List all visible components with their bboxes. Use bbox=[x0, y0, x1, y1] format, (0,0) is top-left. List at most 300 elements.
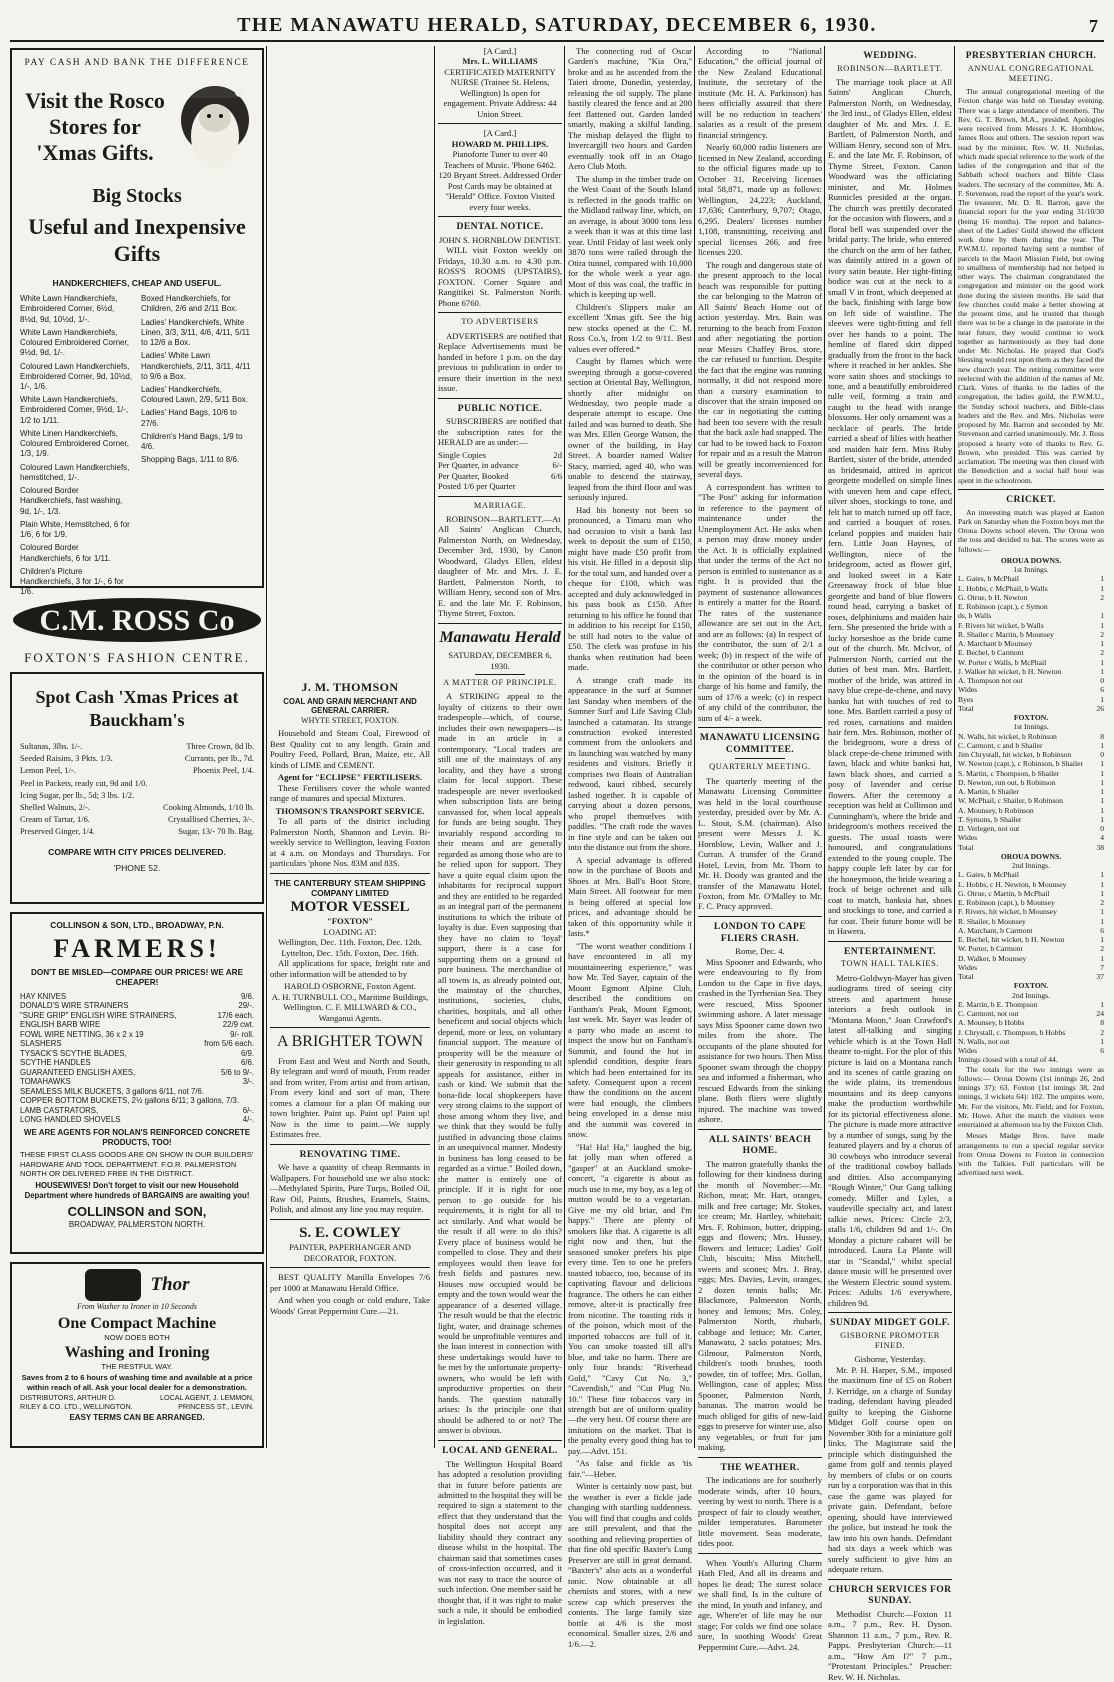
farmers-price: from 5/6 each. bbox=[204, 1039, 254, 1049]
scorecard-row bbox=[958, 870, 1104, 879]
news-paragraph: Caught by flames which were sweeping through a gorse-covered section at Oriental Bay, Wellington, shortly after midnight on Wednesday, two people made a desperate attempt to escape. One failed and was burned to death. She was Mrs. Ellen George Watson, the owner of the building, in Hay Street. A boarder named Walter Stacy, married, aged 40, who was unable to descend the stairway, leaped from the third floor and was seriously injured. bbox=[568, 356, 692, 503]
renovating-body: We have a quantity of cheap Remnants in Wallpapers. For household use we also stock:—Methylated Spirits, Pure Turps, Boiled Oil, Raw Oil, Paints, Brushes, Enamels, Stains, Polish, and almost any line you may require. bbox=[270, 1162, 430, 1215]
scorecard-row bbox=[958, 787, 1104, 796]
batsman: N. Walls, hit wicket, b Robinson bbox=[958, 731, 1057, 741]
bauckham-item: Icing Sugar, per lb., 5d; 3 lbs. 1/2. bbox=[20, 790, 135, 800]
runs: 2 bbox=[1100, 944, 1104, 954]
runs: 2 bbox=[1100, 629, 1104, 639]
scorecard-row bbox=[958, 880, 1104, 889]
bauckham-row bbox=[20, 826, 254, 838]
weather-title: THE WEATHER. bbox=[720, 1461, 800, 1473]
team-name: OROUA DOWNS. bbox=[1000, 555, 1062, 565]
batsman: F. Rivers hit wicket, b Walls bbox=[958, 620, 1044, 630]
farmers-row bbox=[20, 1058, 254, 1068]
scorecard-row bbox=[958, 695, 1104, 704]
runs: 1 bbox=[1100, 814, 1104, 824]
brighter-town-body: From East and West and North and South, By telegram and word of mouth, From reader and from writer, From artist and from artisan, From every kind and sort of man, There comes a clamour for a plan Of making our town brighter. Paint up. Paint up! Paint up! Now is the time to paint.—We supply Estimates free. bbox=[270, 1055, 430, 1140]
farmers-agents: WE ARE AGENTS FOR NOLAN'S REINFORCED CONCRETE PRODUCTS, TOO! bbox=[23, 1127, 251, 1147]
golf-dateline: Gisborne, Yesterday. bbox=[854, 1354, 926, 1365]
thomson-sub: COAL AND GRAIN MERCHANT AND GENERAL CARRIER. bbox=[283, 696, 417, 716]
thor-washer-advert bbox=[10, 1262, 264, 1448]
ross-advert bbox=[10, 596, 264, 666]
runs: 1 bbox=[1100, 787, 1104, 797]
scorecard-row bbox=[958, 778, 1104, 787]
bauckham-headline: Spot Cash 'Xmas Prices at Bauckham's bbox=[35, 687, 239, 730]
presbyterian-subtitle: ANNUAL CONGREGATIONAL MEETING. bbox=[967, 63, 1095, 83]
scorecard-row bbox=[958, 741, 1104, 750]
rosco-list-item: Coloured Border Handkerchiefs, fast washing, 9d, 1/-, 1/3. bbox=[20, 486, 123, 516]
rosco-list-item: Coloured Border Handkerchiefs, 6 for 1/11. bbox=[20, 543, 112, 563]
dental-notice-title: DENTAL NOTICE. bbox=[456, 221, 544, 233]
cricket-body: An interesting match was played at Easton Park on Saturday when the Foxton boys met the Oroua Downs school eleven. The Oroua won the toss and decided to bat. The scores were as follows:— bbox=[958, 507, 1104, 554]
rosco-useful-gifts: Useful and Inexpensive Gifts bbox=[28, 213, 246, 266]
subscribers-body: SUBSCRIBERS are notified that the subscription rates for the HERALD are as under:— bbox=[438, 416, 562, 448]
innings-label: 1st Innings. bbox=[1013, 722, 1049, 732]
column-rule bbox=[824, 46, 825, 1448]
peppermint-poem: When Youth's Alluring Charm Hath Fled, And all its dreams and hopes lie dead; The surest solace we shall find, Is in the culture of the mind, In youth and infancy, and age, Where'er of life may be our stage; For colds we find one solace sure, In soothing Woods' Great Peppermint Cure.—Advt. 24. bbox=[698, 1557, 822, 1652]
farmers-item: LONG HANDLED SHOVELS bbox=[20, 1115, 121, 1125]
scorecard-row bbox=[958, 926, 1104, 935]
batsman: D. Verlegen, not out bbox=[958, 824, 1020, 834]
runs: 1 bbox=[1100, 574, 1104, 584]
cowley-title: S. E. COWLEY bbox=[299, 1224, 401, 1241]
batsman: S. Martin, c Thompson, b Shailer bbox=[958, 768, 1060, 778]
scorecard-row bbox=[958, 1037, 1104, 1046]
news-paragraph: A correspondent has written to "The Post" asking for information in reference to the payment of maintenance under the Unemployment Act. He asks when a person may draw money under the Act. It is officially explained that under the terms of the Act no person is entitled to sustenance as a right. It is provided that the payment of sustenance allowances is entirely a matter for the Board. The rates of the sustenance allowance are set out in the Act, and are as follows: (a) In respect of the contributor, the sum of 2/1 a week; (b) in respect of the wife of the contributor or other person who in the opinion of the board is in charge of his home and family, the sum of 17/6 a week; (c) in respect of any child of the contributor, the sum of 4/- a week. bbox=[698, 481, 822, 723]
licensing-subtitle: QUARTERLY MEETING. bbox=[709, 762, 811, 772]
batsman: J. Walker hit wicket, b H. Newton bbox=[958, 666, 1062, 676]
santa-claus-icon bbox=[176, 78, 254, 176]
rosco-list-item: Plain White, Hemstitched, 6 for 1/6, 6 for 1/9. bbox=[20, 519, 130, 540]
runs: 0 bbox=[1100, 676, 1104, 686]
rate-label: Per Quarter, Booked bbox=[438, 470, 509, 481]
batsman: ds, b Walls bbox=[958, 611, 992, 621]
farmers-headline: FARMERS! bbox=[53, 934, 221, 964]
batsman: R. Shailer c Martin, b Mounsey bbox=[958, 629, 1054, 639]
farmers-price: 6/6. bbox=[240, 1058, 254, 1068]
williams-name: Mrs. L. WILLIAMS bbox=[462, 56, 538, 67]
thomson-address: WHYTE STREET, FOXTON. bbox=[301, 715, 399, 725]
bauckham-row bbox=[20, 778, 254, 790]
scorecard-row bbox=[958, 676, 1104, 685]
farmers-item: SLASHERS bbox=[20, 1039, 62, 1049]
innings-label: 1st Innings. bbox=[1013, 565, 1049, 575]
thor-now-does: NOW DOES BOTH bbox=[104, 1333, 170, 1343]
scorecard-row bbox=[958, 574, 1104, 583]
rosco-big-stocks: Big Stocks bbox=[92, 184, 182, 207]
canterbury-vessel: MOTOR VESSEL bbox=[290, 899, 410, 916]
farmers-price: 9/6. bbox=[240, 991, 254, 1001]
canterbury-agent2: A. H. TURNBULL CO., Maritime Buildings, Wellington. C. F. MILLWARD & CO., Wanganui Agents. bbox=[271, 991, 429, 1023]
batsman: Jim Chrystall, hit wicket, b Robinson bbox=[958, 750, 1072, 760]
runs: 1 bbox=[1100, 916, 1104, 926]
cricket-title: CRICKET. bbox=[1006, 493, 1056, 505]
farmers-item: FOWL WIRE NETTING, 36 x 2 x 19 bbox=[20, 1029, 144, 1039]
farmers-housewives: HOUSEWIVES! Don't forget to visit our new Household Department where hundreds of BARGAINS are awaiting you! bbox=[24, 1181, 250, 1200]
scorecard-row bbox=[958, 704, 1104, 713]
williams-body: CERTIFICATED MATERNITY NURSE (Trainee St. Helens, Wellington) Is open for engagement. Private Address: 44 Union Street. bbox=[443, 66, 557, 119]
scorecard-row bbox=[958, 639, 1104, 648]
dentist-name: JOHN S. HORNBLOW DENTIST. bbox=[438, 234, 562, 245]
runs: 1 bbox=[1100, 805, 1104, 815]
batsman: E. Martin, b E. Thompson bbox=[958, 999, 1038, 1009]
dental-body: WILL visit Foxton weekly on Fridays, 10.30 a.m. to 4.30 p.m. ROSS'S ROOMS (UPSTAIRS), FOXTON. Corner Square and Rangitikei St. Palmerston North. Phone 6760. bbox=[438, 245, 562, 308]
farmers-price: 29/-. bbox=[238, 1001, 254, 1011]
ross-tagline: FOXTON'S FASHION CENTRE. bbox=[24, 650, 250, 666]
rosco-section-heading: HANDKERCHIEFS, CHEAP AND USEFUL. bbox=[52, 277, 222, 288]
bauckham-row bbox=[20, 802, 254, 814]
scorecard-row bbox=[958, 759, 1104, 768]
licensing-title: MANAWATU LICENSING COMMITTEE. bbox=[699, 732, 821, 755]
news-paragraph: "Ha! Ha! Ha," laughed the big, fat jolly man when offered a "gasper" at an Auckland smoke-concert, "a cigarette is about as much use to me, my boy, as a leg of mutton would be to a vegetarian. Give me my old briar, and I'm happy." There are plenty of smokers like that. A cigarette is all right now and then, but the seasoned smoker prefers his pipe every time. Ten to one he prefers toasted tobacco, too, because of its captivating flavour and delicious fragrance. The others he can either remove, alter-it is practically free from nicotine. The toasting rids it of the poison, which most of the imported tobaccos are full of it. You can smoke toasted till all's blue, and take no harm. There are only four brands: "Riverhead Gold," "Cavy Cut No. 3," "Cavendish," and "Cut Plug No. 10." These fine tobaccos vary in strength but are of uniform quality—the very best. Of course there are imitations on the market. That is the penalty every good thing has to pay.—Advt. 151. bbox=[568, 1141, 692, 1456]
farmers-price-list bbox=[20, 992, 254, 1125]
runs: 8 bbox=[1100, 731, 1104, 741]
batsman: A. Mounsey, b Hobbs bbox=[958, 1018, 1025, 1028]
news-column-6 bbox=[828, 46, 952, 1682]
runs: 0 bbox=[1100, 824, 1104, 834]
farmers-row bbox=[20, 992, 254, 1002]
news-paragraph: The slump in the timber trade on the West Coast of the South Island is reflected in the goods traffic on the Midland railway line, which, on an average, is about 3000 tons less a week than it was at this time last year. Until Friday of last week only 3870 tons were railed through the Otira tunnel, compared with 10,000 for the whole week a year ago. Most of this was coal, the traffic in which is keeping up well. bbox=[568, 173, 692, 300]
subscription-rates bbox=[438, 450, 562, 492]
column-rule bbox=[694, 46, 695, 1448]
presbyterian-title: PRESBYTERIAN CHURCH. bbox=[965, 50, 1097, 61]
bauckham-item: Phoenix Peel, 1/4. bbox=[193, 766, 254, 776]
news-paragraph: Had his honesty not been so pronounced, a Timaru man who had occasion to visit a bank last week to deposit the sum of £150, might have made £50 profit from his visit. He filled in a deposit slip for the total sum, and handed over a cheque for £100, which was accepted and duly acknowledged in his pass book as £150. After returning to his office he found that in addition to his receipt for £150, he still had notes to the value of £50. The clerk was profuse in his thanks when restitution had been made. bbox=[568, 504, 692, 673]
scorecard-row bbox=[958, 593, 1104, 602]
thomson-title: J. M. THOMSON bbox=[301, 680, 399, 694]
masthead bbox=[10, 8, 1104, 42]
batsman: E. Bechel, hit wicket, b H. Newton bbox=[958, 935, 1065, 945]
batsman: W. Porter c Walls, b McPhail bbox=[958, 657, 1047, 667]
runs: 1 bbox=[1100, 583, 1104, 593]
runs: 24 bbox=[1096, 1009, 1104, 1019]
news-column-4 bbox=[568, 46, 692, 1649]
farmers-row bbox=[20, 1049, 254, 1059]
scorecard-row bbox=[958, 630, 1104, 639]
thomson-agent: Agent for "ECLIPSE" FERTILISERS. bbox=[277, 772, 423, 783]
bauckham-price-list bbox=[20, 741, 254, 839]
batsman: L. Gates, b McPhail bbox=[958, 870, 1019, 880]
crash-title: LONDON TO CAPE FLIERS CRASH. bbox=[713, 920, 807, 944]
farmers-row bbox=[20, 1011, 254, 1021]
news-paragraph: Nearly 60,000 radio listeners are licensed in New Zealand, according to the official figures made up to October 31. Receiving licenses total 58,871, made up as follows: Wellington, 24,223; Auckland, 17,636; Canterbury, 9,707; Otago, 6,295. Dealers' licenses number 1,108, transmitting, receiving and special licenses 266, and free licenses 220. bbox=[698, 142, 822, 258]
leader-title: A MATTER OF PRINCIPLE. bbox=[443, 678, 557, 688]
rosco-list-item: Children's Picture Handkerchiefs, 3 for 1/-, 6 for 1/6. bbox=[20, 566, 124, 597]
local-general-body: The Wellington Hospital Board has adopted a resolution providing that in future before patients are admitted to the hospital they will be required to sign a statement to the effect that they understand that the hospital does not accept any liability should they contract any disease whilst in the hospital. The chairman said that sometimes cases of cross-infection occurred, and it was not easy to trace the source of such infection. One member said he thought that, if it was right to make such a rule, it should be embodied in legislation. bbox=[438, 1458, 562, 1626]
batsman: C. Carmont, not out bbox=[958, 1009, 1019, 1019]
scorecard-row bbox=[958, 907, 1104, 916]
bauckham-item: Peel in Packets, ready cut, 9d and 1/0. bbox=[20, 778, 148, 788]
farmers-row bbox=[20, 1039, 254, 1049]
renovating-title: RENOVATING TIME. bbox=[299, 1148, 401, 1160]
runs: 1 bbox=[1100, 694, 1104, 704]
farmers-item: HAY KNIVES bbox=[20, 991, 67, 1001]
bauckham-item: Preserved Ginger, 1/4. bbox=[20, 827, 96, 837]
canterbury-dates: Wellington, Dec. 11th. Foxton, Dec. 12th. Lyttelton, Dec. 15th. Foxton, Dec. 16th. bbox=[278, 937, 422, 958]
batsman: G. Otrue, c Martin, b McPhail bbox=[958, 888, 1050, 898]
batsman: Wides bbox=[958, 685, 978, 695]
batsman: C. Carmont, c and b Shailer bbox=[958, 740, 1043, 750]
golf-subtitle: GISBORNE PROMOTER FINED. bbox=[840, 1330, 940, 1351]
scorecard-row bbox=[958, 1046, 1104, 1055]
runs: 1 bbox=[1100, 953, 1104, 963]
scorecard-row bbox=[958, 833, 1104, 842]
batsman: W. Porter, b Carmont bbox=[958, 944, 1023, 954]
runs: 1 bbox=[1100, 796, 1104, 806]
news-paragraph: The connecting rod of Oscar Garden's machine, "Kia Ora," broke and as he ascended from the Taieri drome, Dunedin, yesterday, releasing the oil supply. The plane hastily cleared the fence and at 200 feet flattened out. Garden landed smartly, making a skilful landing. The mishap delayed the flight to Invercargill two hours and Garden eventually took off in an Otago Aero Club Moth. bbox=[568, 46, 692, 172]
scorecard-row bbox=[958, 750, 1104, 759]
page-number: 7 bbox=[1089, 16, 1098, 36]
advert-column-left bbox=[10, 46, 264, 1448]
scorecard-row bbox=[958, 963, 1104, 972]
cowley-sub: PAINTER, PAPERHANGER AND DECORATOR, FOXTON. bbox=[289, 1242, 411, 1263]
runs: 6 bbox=[1100, 685, 1104, 695]
runs: 1 bbox=[1100, 1036, 1104, 1046]
rosco-list-item: White Lawn Handkerchiefs, Embroidered Corner, 9½d, 1/-, 1/2 to 1/11. bbox=[20, 395, 129, 425]
public-notice-title: PUBLIC NOTICE. bbox=[457, 402, 543, 414]
card-label: [A Card.] bbox=[483, 46, 517, 56]
thomson-body3: To all parts of the district including Palmerston North, Shannon and Levin. Bi-weekly service to Wellington, leaving Foxton at 4 a.m. on Mondays and Thursdays. For particulars 'phone Nos. 83M and 83S. bbox=[270, 816, 430, 869]
scorecard-row bbox=[958, 1028, 1104, 1037]
farmers-item: DONALD'S WIRE STRAINERS bbox=[20, 1001, 129, 1011]
news-paragraph: A special advantage is offered now in the purchase of Boots and Shoes at Mrs. Ball's Boot Store, Main Street. All footwear for men is being offered at special low prices, and advantage should be taken of this opportunity while it lasts.* bbox=[568, 854, 692, 939]
rate-row bbox=[438, 471, 562, 481]
advertisers-body: ADVERTISERS are notified that Replace Advertisements must be handed in before 1 p.m. on the day previous to publication in order to ensure their insertion in the next issue. bbox=[438, 330, 562, 394]
thor-logo-icon bbox=[84, 1268, 142, 1302]
entertainment-body: Metro-Goldwyn-Mayer has given audiograms tired of seeing city streets and apartment house interiors a fresh outlook in "Montana Moon," Joan Crawford's latest all-talking and singing vehicle which is at the Town Hall theatre to-night. For the plot of this picture is laid on a Montana ranch and its scenes of cattle grazing on the wide plains, its tremendous mountains and its deep canyons make the production worthwhile for its pictorial effectiveness alone. The picture is made more attractive by a number of songs, sung by the featured players and by a chorus of 30 cowboys who introduce several of the traditional cowboy ballads and ditties. Also accompanying "Rough Winter," Our Gang talking comedy. Miller and Lyles, a vaudeville specialty act, and latest talkie news. Prices: Circle 2/3, stalls 1/6, children 9d and 1/-. On Monday a picture cabaret will be introduced. Laura La Plante will star in "Scandal," whilst special dance music will be presented over the Western Electric sound system. Prices: Adults 1/6 everywhere, children 9d. bbox=[828, 972, 952, 1308]
innings-label: 2nd Innings. bbox=[1012, 990, 1050, 1000]
runs: 1 bbox=[1100, 935, 1104, 945]
runs: 1 bbox=[1100, 620, 1104, 630]
rosco-list-item: Coloured Lawn Handkerchiefs, Embroidered Corner, 9d, 10½d, 1/-, 1/6. bbox=[20, 361, 133, 391]
farmers-price: 6/9. bbox=[240, 1048, 254, 1058]
scorecard-row bbox=[958, 935, 1104, 944]
scorecard-row bbox=[958, 685, 1104, 694]
scorecard-row bbox=[958, 732, 1104, 741]
farmers-price: 3/-. bbox=[242, 1077, 254, 1087]
beach-home-body: The matron gratefully thanks the following for their kindness during the month of November:—Mr. Richon, meat; Mr. Hart, oranges, milk and free cartage; Mr. Stokes, ice cream; Mr. Hartley, whitebait; Mrs. F. Robinson, butter, dripping, eggs and flowers; Mrs. Hussey, flowers and lettuce; Ladies' Golf Club, biscuits; Miss Mitchell, sweets and scones; Mrs. J. Bray, eggs; Mrs. Davies, Levin, oranges, 2 dozen tennis balls; Mr. Blackmore, Palmerston North, honey and lemons; Mrs. Coley, Palmerston North, rhubarb, cabbage and lettuce; Mr. Carter, Manawatu, 2 sacks potatoes; Mrs. Gilmour, Palmerston North, children's tooth brushes, tooth powder, tin of toffee; Mrs. Gollan, Wellington, case of apples; Miss Spooner, Palmerston North, bananas. The matron would be much obliged for gifts of new-laid eggs to preserve for winter use, also any vegetables, or fruit for jam making. bbox=[698, 1159, 822, 1453]
farmers-row bbox=[20, 1077, 254, 1087]
rosco-list-item: Ladies' Hand Bags, 10/6 to 27/6. bbox=[141, 408, 237, 428]
batsman: W. Newton (capt.), c Robinson, b Shailer bbox=[958, 759, 1083, 769]
thor-brand: Thor bbox=[150, 1274, 190, 1296]
batsman: T. Symons, b Shailer bbox=[958, 814, 1022, 824]
farmers-item: SEAMLESS MILK BUCKETS, 3 gallons 6/11, not 7/6. bbox=[20, 1086, 205, 1096]
innings-label: 2nd Innings. bbox=[1012, 861, 1050, 871]
column-rule bbox=[434, 46, 435, 1448]
scorecard-row bbox=[958, 658, 1104, 667]
bauckham-row bbox=[20, 765, 254, 777]
envelopes-notice: BEST QUALITY Manilla Envelopes 7/6 per 1000 at Manawatu Herald Office. bbox=[270, 1272, 430, 1293]
rate-label: Single Copies bbox=[438, 449, 486, 460]
farmers-row bbox=[20, 1030, 254, 1040]
herald-date: SATURDAY, DECEMBER 6, 1930. bbox=[448, 650, 552, 671]
runs: 4 bbox=[1100, 833, 1104, 843]
rosco-stores-advert bbox=[10, 48, 264, 597]
news-column-5 bbox=[698, 46, 822, 1652]
scorecard-row bbox=[958, 769, 1104, 778]
runs: 7 bbox=[1100, 962, 1104, 972]
scorecard-row bbox=[958, 667, 1104, 676]
cricket-summary: The totals for the two innings were as follows:— Oroua Downs (1st innings 26, 2nd innings 37): 63. Foxton (1st innings 38, 2nd innings, 3 wickets 64): 102. The umpires were, Mr. For the visitors, Mr. Field; and for Foxton, Mr. Howe. After the match the visitors were entertained at afternoon tea by the Foxton Club. bbox=[958, 1064, 1104, 1130]
ross-logo bbox=[10, 596, 264, 644]
news-paragraph: According to "National Education," the official journal of the New Zealand Educational Institute, the secretary of the institute (Mr. H. A. Parkinson) has been officially assured that there will be no reduction in teachers' salaries as a result of the present financial stringency. bbox=[698, 46, 822, 140]
runs: 1 bbox=[1100, 740, 1104, 750]
marriage-body: ROBINSON—BARTLETT.—At All Saints' Anglican Church, Palmerston North, on Wednesday, December 3rd, 1930, by Canon Woodward, Gladys Ellen, eldest daughter of Mr. and Mrs. J. E. Bartlett, Palmerston North, to William Henry, second son of Mrs. E. and the late Mr. F. Robinson, Thyme Street, Foxton. bbox=[438, 513, 562, 619]
wedding-body: The marriage took place at All Saints' Anglican Church, Palmerston North, on Wednesday, the 3rd inst., of Gladys Ellen, eldest daughter of Mr. and Mrs. J. E. Bartlett, of Palmerston North, and William Henry, second son of Mrs. E. and the late Mr. F. Robinson, of Thyme Street, Foxton. Canon Woodward was the officiating minister, and Mr. Holmes Runnicles presided at the organ. The church was prettily decorated for the occasion with flowers, and a floral bell was suspended over the bridal party. The bride, who entered the church on the arm of her father, was daintily attired in a gown of ivory satin beaute. Her tight-fitting bodice was cut at the neck to a small V in front, which deepened at the back, finishing with large bow on left side of waistline. The sleeves were tight-fitting and fell over her hands to a point. The hemline of flared skirt dipped gradually from the front to the back where it reached in her ankles. She wore satin shoes and stockings to tone, and a beautifully embroidered tulle veil, forming a train and caught to the head with orange blossoms. Her only ornament was a necklace of pearls. The bride carried a sheaf of lilies with heather and maiden hair fern. Miss Ruby Bartlett, sister of the bride, attended as bridesmaid, attired in apricot georgette modelled on simple lines with uneven hem and cape effect, silver shoes, stockings to tone, and felt hat to match turned up off face, and carried a bouquet of roses. Iceland poppies and maiden hair fern. Little Joan Haynes, of Wellington, niece of the bridegroom, acted as flower girl, and looked sweet in a Kate Greenaway frock of blue blue georgette and band of blue flowers round head, carrying a basket of roses, delphiniums and maiden hair fern. She presented the bride with a lucky horseshoe as the bride came out of the church. Mr. McIvor, of Palmerston North, carried out the duties of best man. Mrs. Bartlett, mother of the bride, was attired in navy blue crepe-de-chene, and navy banku hat with touches of red to tone. Mrs. Bartlett carried a posy of red roses, carnations and maiden hair fern. Mrs. Robinson, mother of the bridegroom, wore a dress of black crepe-de-chene trimmed with fawn, black and white banksi hat, fawn black shoes, and carried a posy of lavender and cerise flowers. After the ceremony a reception was held at Collinson and Cunningham's, where the bride and bridegroom's mothers received the guests. The usual toasts were honoured, and congratulations extended to the young couple. The happy couple left later by car for the honeymoon, the bride wearing a frock of beige ochrenet and silk coat to match, banksia hat, shoes and stockings to tone, and carried a fur coat. Their future home will be in Hawera. bbox=[828, 76, 952, 937]
advert-column-middle bbox=[270, 46, 430, 1448]
batsman: Total bbox=[958, 842, 974, 852]
farmers-price: 4/-. bbox=[242, 1115, 254, 1125]
bauckham-item: Three Crown, 8d lb. bbox=[186, 742, 254, 751]
batsman: A. Mounsey, b Robinson bbox=[958, 805, 1034, 815]
runs: 37 bbox=[1096, 972, 1104, 982]
bauckham-item: Cream of Tartar, 1/6. bbox=[20, 815, 90, 825]
column-rule bbox=[266, 46, 267, 1448]
runs: 1 bbox=[1100, 879, 1104, 889]
farmers-price: 6/-. bbox=[242, 1105, 254, 1115]
scorecard-row bbox=[958, 621, 1104, 630]
rosco-list-item: Shopping Bags, 1/11 to 8/6. bbox=[141, 455, 240, 465]
local-general-title: LOCAL AND GENERAL. bbox=[442, 1444, 558, 1456]
column-rule bbox=[564, 46, 565, 1448]
rate-row bbox=[438, 460, 562, 470]
crash-dateline: Rome, Dec. 4. bbox=[735, 946, 785, 957]
runs: 2 bbox=[1100, 898, 1104, 908]
weather-body: The indications are for southerly moderate winds, after 10 hours, veering by west to north. There is a prospect of fair to cloudy weather, milder temperatures. Barometer little movement. Seas moderate, tides poor. bbox=[698, 1475, 822, 1549]
thor-terms: EASY TERMS CAN BE ARRANGED. bbox=[69, 1413, 205, 1423]
farmers-notes: THESE FIRST CLASS GOODS ARE ON SHOW IN OUR BUILDERS' HARDWARE AND TOOL DEPARTMENT. F.O.R. PALMERSTON NORTH OR DELIVERED FREE IN THE DISTRICT. bbox=[20, 1150, 254, 1178]
bauckham-row bbox=[20, 814, 254, 826]
canterbury-vessel-name: "FOXTON" bbox=[326, 916, 374, 927]
batsman: Total bbox=[958, 703, 974, 713]
column-rule bbox=[954, 46, 955, 1448]
rosco-tagline: PAY CASH AND BANK THE DIFFERENCE bbox=[24, 58, 250, 68]
scorecard-row bbox=[958, 648, 1104, 657]
news-paragraph: Children's Slippers make an excellent 'Xmas gift. See the big new stocks opened at the C. M. Ross Co.'s, from 1/2 to 9/11. Best values ever offered.* bbox=[568, 301, 692, 354]
batsman: A. Marchant b Mounsey bbox=[958, 639, 1033, 649]
runs: 1 bbox=[1100, 907, 1104, 917]
rosco-list-item: White Linen Handkerchiefs, Coloured Embroidered Corner, 1/3, 1/9. bbox=[20, 428, 129, 459]
collinson-sign: COLLINSON and SON, bbox=[67, 1204, 207, 1220]
wedding-title: WEDDING. bbox=[863, 50, 917, 61]
thomson-transport: THOMSON'S TRANSPORT SERVICE. bbox=[275, 805, 425, 816]
canterbury-title: THE CANTERBURY STEAM SHIPPING COMPANY LIMITED bbox=[274, 877, 426, 898]
batsman: W. McPhail, c Shailer, b Robinson bbox=[958, 796, 1063, 806]
bauckham-item: Shelled Walnuts, 2/-. bbox=[20, 802, 90, 812]
rosco-list-item: Children's Hand Bags, 1/9 to 4/6. bbox=[141, 431, 243, 452]
runs: 1 bbox=[1100, 657, 1104, 667]
farmers-row bbox=[20, 1115, 254, 1125]
farmers-row bbox=[20, 1106, 254, 1116]
scorecard-row bbox=[958, 1000, 1104, 1009]
runs: 1 bbox=[1100, 611, 1104, 621]
bauckham-phone: 'PHONE 52. bbox=[113, 862, 161, 873]
farmers-warning: DON'T BE MISLED—COMPARE OUR PRICES! WE ARE CHEAPER! bbox=[30, 967, 244, 987]
thor-washing-ironing: Washing and Ironing bbox=[64, 1343, 210, 1361]
rosco-headline: Visit the Rosco Stores for 'Xmas Gifts. bbox=[25, 87, 165, 165]
scorecard-row bbox=[958, 944, 1104, 953]
wedding-subtitle: ROBINSON—BARTLETT. bbox=[837, 63, 943, 73]
rate-value: 6/6 bbox=[551, 470, 562, 481]
farmers-item: COPPER BOTTOM BUCKETS, 2½ gallons 6/11; 3 gallons, 7/3. bbox=[20, 1096, 239, 1106]
batsman: E. Robinson (capt.), b Mounsey bbox=[958, 898, 1055, 908]
batsman: Byes bbox=[958, 694, 974, 704]
bauckham-footer: COMPARE WITH CITY PRICES DELIVERED. bbox=[48, 846, 226, 857]
batsman: D. Walker, b Mounsey bbox=[958, 953, 1027, 963]
thor-headline: One Compact Machine bbox=[57, 1314, 217, 1332]
rate-label: Per Quarter, in advance bbox=[438, 460, 519, 471]
runs: 1 bbox=[1100, 999, 1104, 1009]
scorecard-row bbox=[958, 843, 1104, 852]
canterbury-body: All applications for space, freight rate and other information will be attended to by bbox=[270, 958, 430, 979]
rate-row bbox=[438, 450, 562, 460]
scorecard-row bbox=[958, 584, 1104, 593]
rosco-list-item: Coloured Lawn Handkerchiefs, hemstitched, 1/-. bbox=[20, 462, 130, 482]
rosco-list-right bbox=[141, 294, 254, 600]
collinson-address: BROADWAY, PALMERSTON NORTH. bbox=[68, 1220, 206, 1230]
bauckham-item: Sultanas, 3lbs. 1/-. bbox=[20, 742, 83, 751]
rosco-list-item: White Lawn Handkerchiefs, Coloured Embroidered Corner, 9½d, 9d, 1/-. bbox=[20, 327, 129, 358]
batsman: Innings closed with a total of 44. bbox=[958, 1055, 1058, 1065]
batsman: L. Hobbs, c H. Newton, b Mounsey bbox=[958, 879, 1067, 889]
thor-tagline: From Washer to Ironer in 10 Seconds bbox=[77, 1302, 197, 1311]
batsman: A. Thompson not out bbox=[958, 676, 1023, 686]
collinson-farmers-advert bbox=[10, 912, 264, 1254]
batsman: E. Robinson (capt.), c Symon bbox=[958, 602, 1048, 612]
runs: 0 bbox=[1100, 750, 1104, 760]
batsman: E. Bechel, b Carmont bbox=[958, 648, 1024, 658]
thor-distributors: DISTRIBUTORS, ARTHUR D. RILEY & CO. LTD., WELLINGTON. bbox=[20, 1392, 133, 1411]
rosco-list-item: Boxed Handkerchiefs, for Children, 2/6 and 2/11 Box. bbox=[141, 294, 238, 314]
farmers-price: 5/6 to 9/-. bbox=[221, 1067, 254, 1077]
farmers-item: SCYTHE HANDLES bbox=[20, 1058, 91, 1068]
canterbury-agent: HAROLD OSBORNE, Foxton Agent. bbox=[284, 981, 416, 992]
bauckham-item: Lemon Peel, 1/-. bbox=[20, 766, 76, 776]
runs: 26 bbox=[1096, 703, 1104, 713]
team-name: FOXTON. bbox=[1013, 713, 1049, 723]
farmers-item: LAMB CASTRATORS, bbox=[20, 1105, 99, 1115]
runs: 38 bbox=[1096, 842, 1104, 852]
canterbury-loading: LOADING AT: bbox=[323, 926, 377, 937]
bauckham-row bbox=[20, 790, 254, 802]
farmers-price: 9/- roll. bbox=[230, 1029, 254, 1039]
entertainment-subtitle: TOWN HALL TALKIES. bbox=[840, 959, 940, 969]
batsman: R. Shailer, b Mounsey bbox=[958, 916, 1026, 926]
scorecard-row bbox=[958, 1055, 1104, 1064]
church-body: Methodist Church:—Foxton 11 a.m., 7 p.m., Rev. H. Dyson. Shannon 11 a.m., 7 p.m., Rev. R. Papps. Presbyterian Church:—11 a.m., "How Am I?" 7 p.m., "Protestant Principles." Preacher: Rev. W. H. Nicholas. bbox=[828, 1608, 952, 1682]
scorecard-row bbox=[958, 815, 1104, 824]
rate-row bbox=[438, 481, 562, 491]
herald-column bbox=[438, 46, 562, 1626]
scorecard-row bbox=[958, 1009, 1104, 1018]
batsman: L. Hobbs, c McPhail, b Walls bbox=[958, 583, 1048, 593]
batsman: A. Martin, b Shailer bbox=[958, 787, 1019, 797]
news-column-7 bbox=[958, 46, 1104, 1448]
scorecard-row bbox=[958, 917, 1104, 926]
farmers-item: "SURE GRIP" ENGLISH WIRE STRAINERS, bbox=[20, 1010, 177, 1020]
team-name: FOXTON. bbox=[1013, 981, 1049, 991]
thomson-body2: These Fertilisers cover the whole wanted range of manures and special Mixtures. bbox=[270, 782, 430, 804]
golf-title: SUNDAY MIDGET GOLF. bbox=[830, 1317, 950, 1329]
licensing-body: The quarterly meeting of the Manawatu Licensing Committee was held in the local courthouse yesterday, presided over by Mr. A. L. Stout, S.M. (chairman). Also present were Messrs J. K. Hornblow, Levin, Walker and J. Curran. A transfer of the Grand Hotel, Levin, from Mr. Thorn to Mr. H. Doody was granted and the transfer of the Manawatu Hotel, Foxton, from Mr. O'Malley to Mr. F. C. Pracy approved. bbox=[698, 775, 822, 912]
thor-restful: THE RESTFUL WAY. bbox=[101, 1362, 173, 1372]
crash-body: Miss Spooner and Edwards, who were endeavouring to fly from London to the Cape in five days, crashed in the Tyrrhenian Sea. They were rescued, Miss Spooner swimming ashore. A later message says Miss Spooner came down two miles from the shore. The occupants of the plane shouted for assistance for two hours. Then Miss Spooner swam through the choppy sea and informed a fisherman, who rescued Edwards from the sinking plane. Both fliers were slightly injured. The machine was towed ashore. bbox=[698, 956, 822, 1125]
thor-body: Saves from 2 to 6 hours of washing time and available at a price within reach of all. Ask your local dealer for a demonstration. bbox=[21, 1373, 253, 1392]
farmers-price: 22/9 cwt. bbox=[222, 1020, 254, 1030]
thomson-body: Household and Steam Coal, Firewood of Best Quality cut to any length. Grain and Poultry Feed, Pollard, Bran, Maize, etc. All kinds of LIME and CEMENT. bbox=[270, 728, 430, 770]
rule-line bbox=[958, 489, 1104, 490]
